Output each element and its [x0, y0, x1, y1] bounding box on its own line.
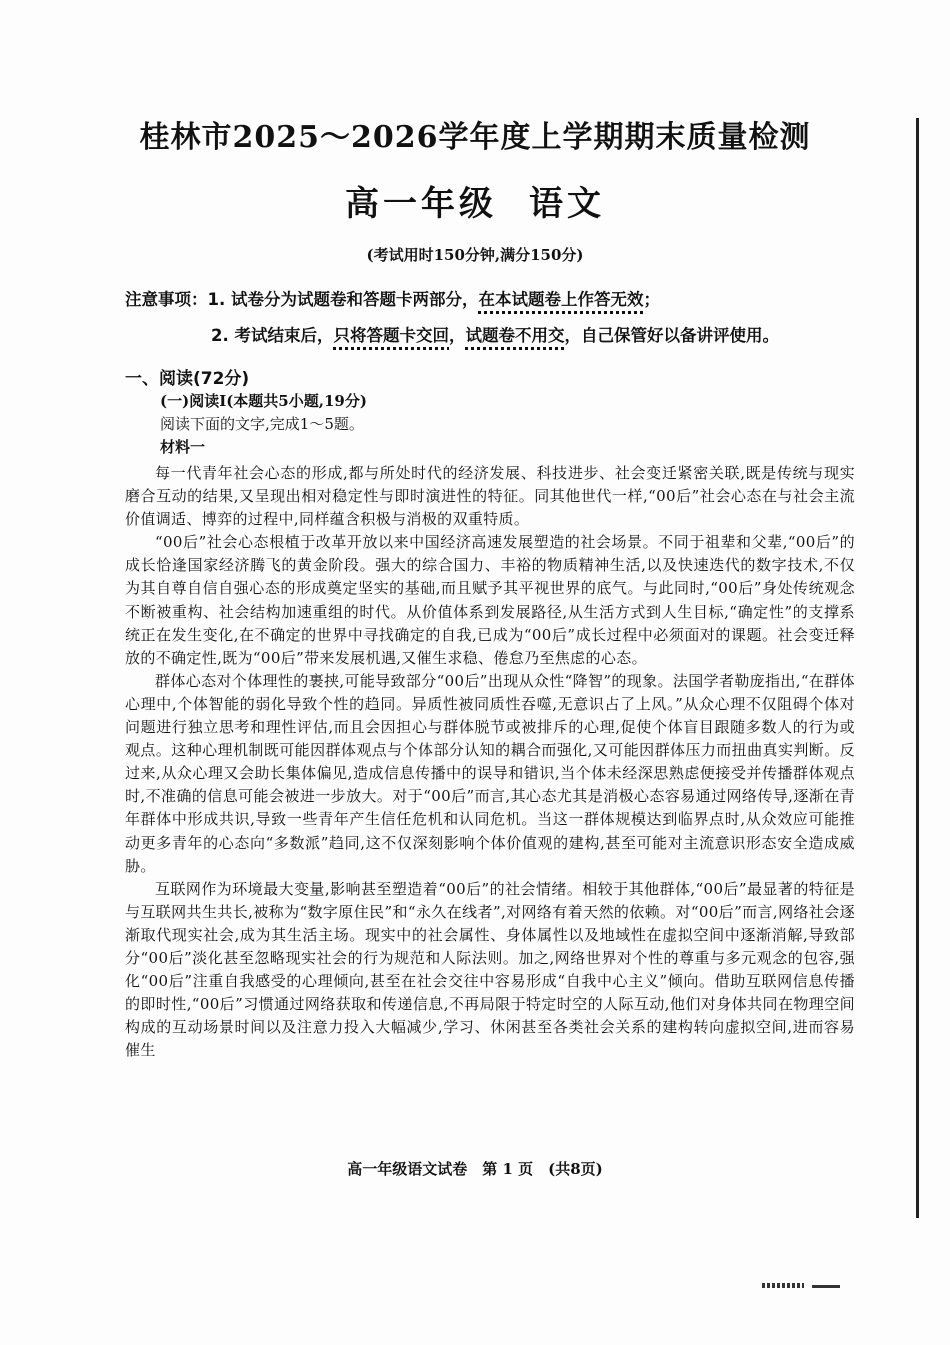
grade-label: 高一年级 [345, 184, 497, 224]
binding-line [916, 118, 919, 1218]
paragraph: 每一代青年社会心态的形成,都与所处时代的经济发展、科技进步、社会变迁紧密关联,既是传统与现实磨合互动的结果,又呈现出相对稳定性与即时演进性的特征。同其他世代一样,“00后”社会心态在与社会主流价值调适、博弈的过程中,同样蕴含积极与消极的双重特质。 [125, 464, 855, 529]
exam-subtitle [0, 176, 950, 225]
notice-label: 注意事项： [125, 290, 208, 309]
exam-title: 桂林市2025～2026学年度上学期期末质量检测 [139, 120, 811, 155]
scan-mark [762, 1283, 842, 1289]
notice-emphasis: 试题卷不用交 [465, 326, 565, 345]
subsection-title: (一)阅读Ⅰ(本题共5小题,19分) [160, 392, 367, 410]
paragraph: 群体心态对个体理性的裹挟,可能导致部分“00后”出现从众性“降智”的现象。法国学者勒庞指出,“在群体心理中,个体智能的弱化导致个性的趋同。异质性被同质性吞噬,无意识占了上风。”从众心理不仅阻碍个体对问题进行独立思考和理性评估,而且会因担心与群体脱节或被排斥的心理,促使个体盲目跟随多数人的行为或观点。这种心理机制既可能因群体观点与个体部分认知的耦合而强化,又可能因群体压力而扭曲真实判断。反过来,从众心理又会助长集体偏见,造成信息传播中的误导和错识,当个体未经深思熟虑便接受并传播群体观点时,不准确的信息可能会被进一步放大。对于“00后”而言,其心态尤其是消极心态容易通过网络传导,逐渐在青年群体中形成共识,导致一些青年产生信任危机和认同危机。当这一群体规模达到临界点时,从众效应可能推动更多青年的心态向“多数派”趋同,这不仅深刻影响个体价值观的建构,甚至可能对主流意识形态安全造成威胁。 [125, 671, 855, 875]
notice-emphasis: 只将答题卡交回 [333, 326, 449, 345]
page-footer: 高一年级语文试卷 第 1 页 (共8页) [347, 1160, 603, 1178]
exam-info: (考试用时150分钟,满分150分) [366, 246, 584, 264]
reading-instruction: 阅读下面的文字,完成1～5题。 [160, 415, 364, 433]
article-body [125, 462, 855, 1062]
notice-item-2: 2. 考试结束后，只将答题卡交回，试题卷不用交，自己保管好以备讲评使用。 [211, 326, 779, 345]
paragraph: 互联网作为环境最大变量,影响甚至塑造着“00后”的社会情绪。相较于其他群体,“00后”最显著的特征是与互联网共生共长,被称为“数字原住民”和“永久在线者”,对网络有着天然的依赖。对“00后”而言,网络社会逐渐取代现实社会,成为其生活主场。现实中的社会属性、身体属性以及地域性在虚拟空间中逐渐消解,导致部分“00后”淡化甚至忽略现实社会的行为规范和人际法则。加之,网络世界对个性的尊重与多元观念的包容,强化“00后”注重自我感受的心理倾向,甚至在社会交往中容易形成“自我中心主义”倾向。借助互联网信息传播的即时性,“00后”习惯通过网络获取和传递信息,不再局限于特定时空的人际互动,他们对身体共同在物理空间构成的互动场景时间以及注意力投入大幅减少,学习、休闲甚至各类社会关系的建构转向虚拟空间,进而容易催生 [125, 879, 855, 1060]
notice-item-1: 注意事项：1. 试卷分为试题卷和答题卡两部分，在本试题卷上作答无效； [125, 290, 660, 309]
paragraph: “00后”社会心态根植于改革开放以来中国经济高速发展塑造的社会场景。不同于祖辈和父辈,“00后”的成长恰逢国家经济腾飞的黄金阶段。强大的综合国力、丰裕的物质精神生活,以及快速迭代的数字技术,不仅为其自尊自信自强心态的形成奠定坚实的基础,而且赋予其平视世界的底气。与此同时,“00后”身处传统观念不断被重构、社会结构加速重组的时代。从价值体系到发展路径,从生活方式到人生目标,“确定性”的支撑系统正在发生变化,在不确定的世界中寻找确定的自我,已成为“00后”成长过程中必须面对的课题。社会变迁释放的不确定性,既为“00后”带来发展机遇,又催生求稳、倦怠乃至焦虑的心态。 [125, 533, 855, 667]
notice-emphasis: 在本试题卷上作答无效 [478, 290, 644, 309]
section-title: 一、阅读(72分) [125, 369, 250, 389]
material-label: 材料一 [160, 438, 206, 456]
subject-label: 语文 [529, 184, 605, 224]
